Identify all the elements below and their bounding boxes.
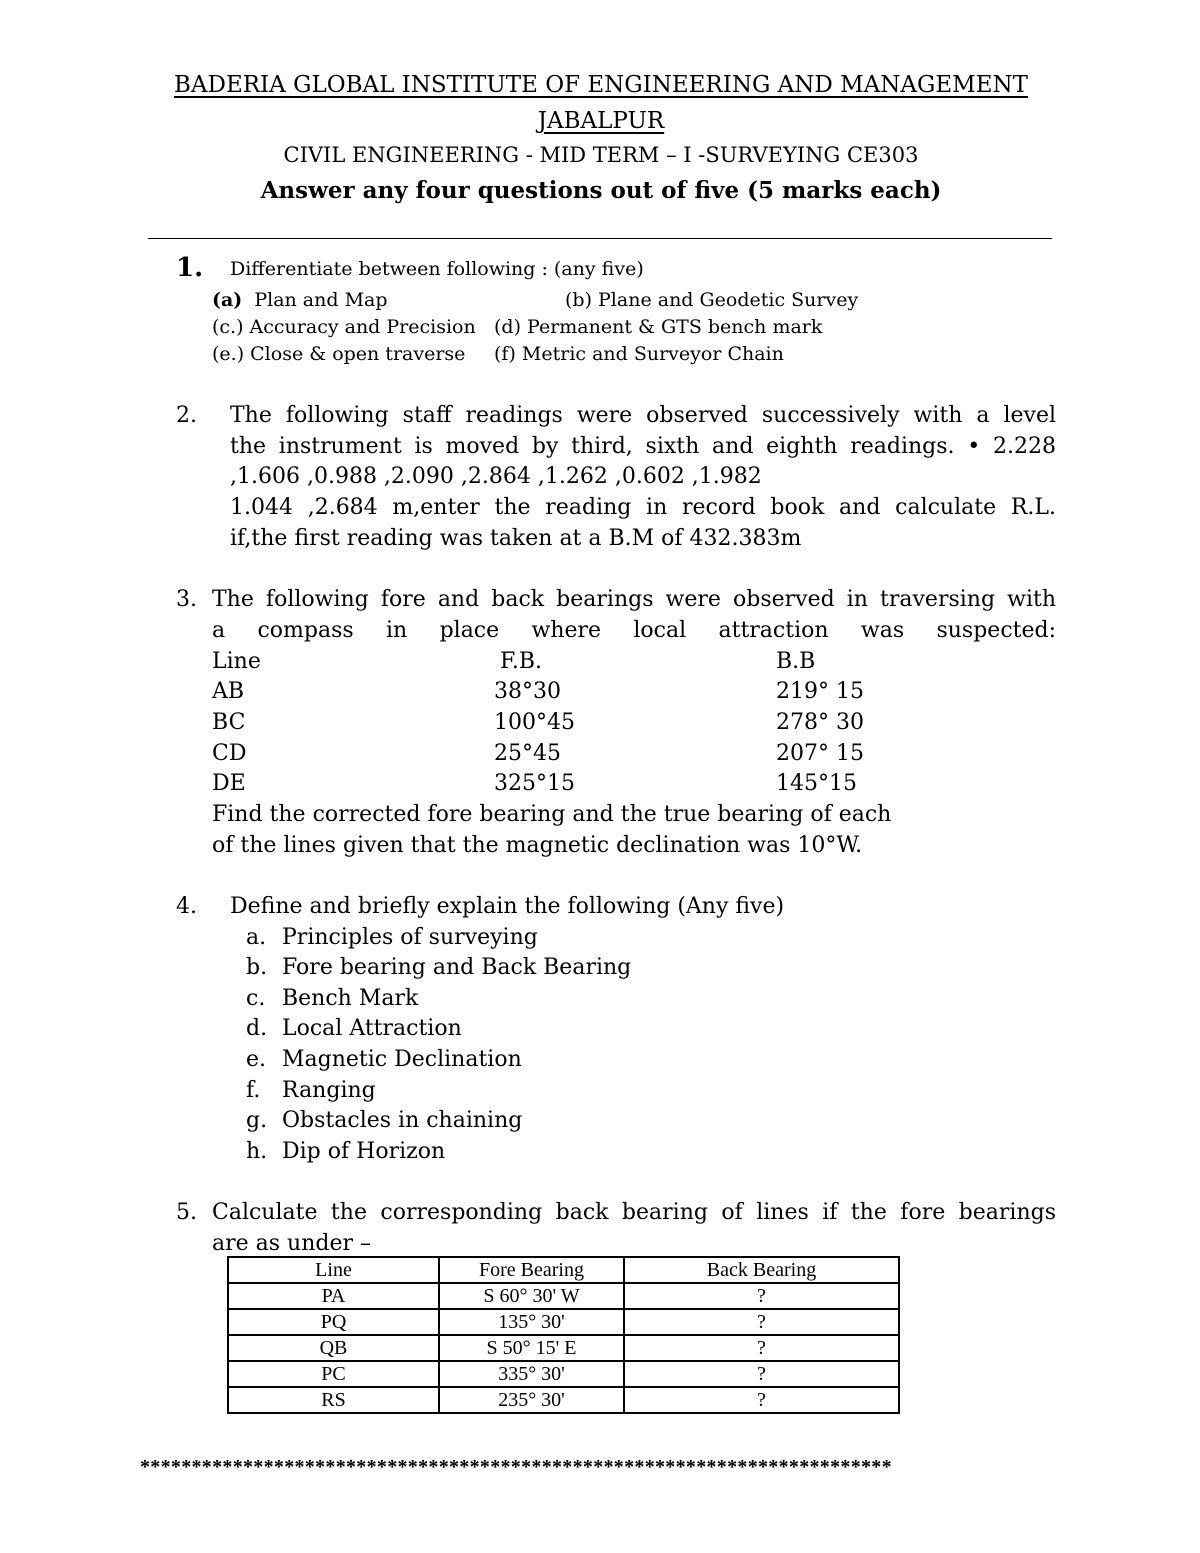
table-header-cell: Fore Bearing bbox=[439, 1257, 624, 1283]
table-cell: PQ bbox=[228, 1309, 439, 1335]
q4-item-label: b. bbox=[246, 955, 268, 980]
q4-item-text: Principles of surveying bbox=[282, 925, 538, 950]
table-cell: QB bbox=[228, 1335, 439, 1361]
table-row bbox=[228, 1361, 899, 1387]
q2-line-2: the instrument is moved by third, sixth and eighth readings. • 2.228 bbox=[230, 434, 1056, 459]
q3-row-bb: 278° 30 bbox=[776, 710, 864, 735]
q3-row-line: DE bbox=[212, 771, 246, 796]
table-cell: ? bbox=[624, 1309, 899, 1335]
q2-line-3: ,1.606 ,0.988 ,2.090 ,2.864 ,1.262 ,0.602 ,1.982 bbox=[230, 464, 762, 489]
q4-item-label: a. bbox=[246, 925, 267, 950]
q1-item-d: (d) Permanent & GTS bench mark bbox=[494, 316, 823, 338]
q4-item-label: h. bbox=[246, 1139, 268, 1164]
q4-item-text: Bench Mark bbox=[282, 986, 419, 1011]
q4-item-text: Magnetic Declination bbox=[282, 1047, 522, 1072]
q2-number: 2. bbox=[176, 403, 197, 428]
q4-item-label: d. bbox=[246, 1016, 268, 1041]
q4-item-label: f. bbox=[246, 1078, 261, 1103]
q3-header-bb: B.B bbox=[776, 649, 816, 674]
table-row bbox=[228, 1335, 899, 1361]
q4-prompt: Define and briefly explain the following (Any five) bbox=[230, 894, 785, 919]
table-cell: S 50° 15' E bbox=[439, 1335, 624, 1361]
footer-stars: ************************************************************************* bbox=[140, 1456, 892, 1478]
q3-row-fb: 325°15 bbox=[494, 771, 575, 796]
table-row bbox=[228, 1309, 899, 1335]
q3-row-line: BC bbox=[212, 710, 246, 735]
q3-row-line: CD bbox=[212, 741, 247, 766]
q4-item-text: Fore bearing and Back Bearing bbox=[282, 955, 632, 980]
q1-number: 1. bbox=[176, 253, 204, 283]
table-cell: PA bbox=[228, 1283, 439, 1309]
table-cell: ? bbox=[624, 1335, 899, 1361]
q3-row-bb: 207° 15 bbox=[776, 741, 864, 766]
q4-item-label: g. bbox=[246, 1108, 268, 1133]
q4-item-text: Ranging bbox=[282, 1078, 376, 1103]
instructions: Answer any four questions out of five (5 marks each) bbox=[260, 177, 942, 204]
q4-item-label: e. bbox=[246, 1047, 267, 1072]
q2-line-4: 1.044 ,2.684 m,enter the reading in record book and calculate R.L. bbox=[230, 495, 1056, 520]
table-cell: ? bbox=[624, 1361, 899, 1387]
table-header-cell: Line bbox=[228, 1257, 439, 1283]
table-cell: 135° 30' bbox=[439, 1309, 624, 1335]
q5-line-2: are as under – bbox=[212, 1231, 371, 1256]
q1-item-b: (b) Plane and Geodetic Survey bbox=[565, 289, 859, 311]
table-cell: 335° 30' bbox=[439, 1361, 624, 1387]
q1-item-a bbox=[212, 289, 388, 311]
table-row bbox=[228, 1387, 899, 1413]
q3-closing-2: of the lines given that the magnetic declination was 10°W. bbox=[212, 833, 863, 858]
q4-number: 4. bbox=[176, 894, 197, 919]
q3-row-bb: 219° 15 bbox=[776, 679, 864, 704]
q3-header-fb: F.B. bbox=[500, 649, 542, 674]
q3-number: 3. bbox=[176, 587, 197, 612]
q4-item-text: Local Attraction bbox=[282, 1016, 462, 1041]
table-cell: ? bbox=[624, 1283, 899, 1309]
table-row bbox=[228, 1283, 899, 1309]
q1-item-c: (c.) Accuracy and Precision bbox=[212, 316, 476, 338]
q1-item-a-text: Plan and Map bbox=[254, 289, 388, 311]
q3-line-1: The following fore and back bearings were observed in traversing with bbox=[212, 587, 1056, 612]
q3-row-fb: 25°45 bbox=[494, 741, 561, 766]
table-cell: 235° 30' bbox=[439, 1387, 624, 1413]
back-bearing-table bbox=[227, 1256, 900, 1414]
table-cell: S 60° 30' W bbox=[439, 1283, 624, 1309]
q1-item-a-label: (a) bbox=[212, 289, 243, 311]
q1-prompt: Differentiate between following : (any five) bbox=[230, 258, 644, 280]
q4-item-text: Dip of Horizon bbox=[282, 1139, 446, 1164]
q1-item-e: (e.) Close & open traverse bbox=[212, 343, 466, 365]
q3-row-fb: 100°45 bbox=[494, 710, 575, 735]
table-cell: PC bbox=[228, 1361, 439, 1387]
table-cell: RS bbox=[228, 1387, 439, 1413]
q4-item-text: Obstacles in chaining bbox=[282, 1108, 523, 1133]
q2-line-1: The following staff readings were observed successively with a level bbox=[230, 403, 1056, 428]
institute-title: BADERIA GLOBAL INSTITUTE OF ENGINEERING AND MANAGEMENT bbox=[174, 72, 1028, 98]
q5-number: 5. bbox=[176, 1200, 197, 1225]
exam-title: CIVIL ENGINEERING - MID TERM – I -SURVEYING CE303 bbox=[283, 143, 919, 167]
q5-line-1: Calculate the corresponding back bearing of lines if the fore bearings bbox=[212, 1200, 1056, 1225]
q3-closing-1: Find the corrected fore bearing and the true bearing of each bbox=[212, 802, 892, 827]
q3-row-bb: 145°15 bbox=[776, 771, 857, 796]
q4-item-label: c. bbox=[246, 986, 266, 1011]
city-title: JABALPUR bbox=[537, 108, 665, 134]
q2-line-5: if,the first reading was taken at a B.M of 432.383m bbox=[230, 526, 802, 551]
q1-item-f: (f) Metric and Surveyor Chain bbox=[494, 343, 784, 365]
q3-line-2: a compass in place where local attraction was suspected: bbox=[212, 618, 1056, 643]
table-header-row bbox=[228, 1257, 899, 1283]
q3-row-fb: 38°30 bbox=[494, 679, 561, 704]
header-divider bbox=[148, 238, 1052, 239]
table-cell: ? bbox=[624, 1387, 899, 1413]
table-header-cell: Back Bearing bbox=[624, 1257, 899, 1283]
q3-row-line: AB bbox=[212, 679, 245, 704]
q3-header-line: Line bbox=[212, 649, 261, 674]
